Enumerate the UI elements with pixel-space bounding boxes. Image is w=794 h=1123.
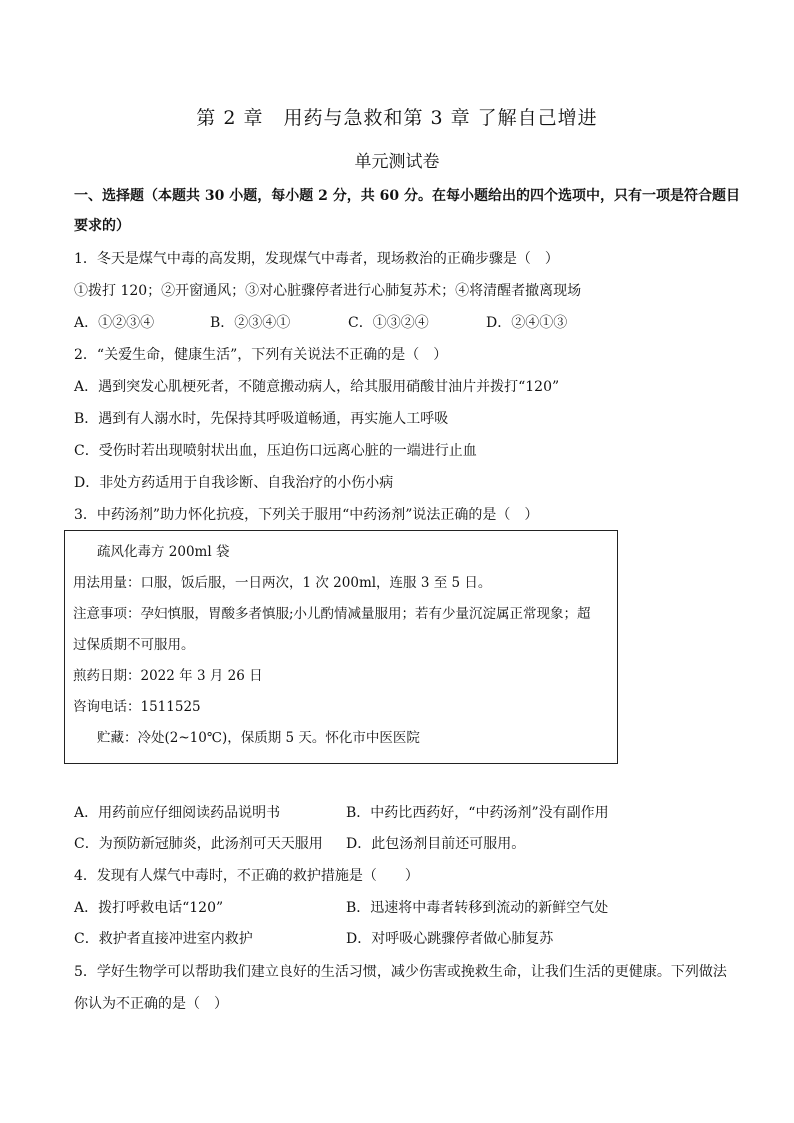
q1-option-a: A．①②③④: [74, 315, 155, 331]
medicine-date: 煎药日期：2022 年 3 月 26 日: [73, 668, 263, 684]
q1-option-d: D．②④①③: [486, 315, 568, 331]
q1-option-c: C．①③②④: [348, 315, 429, 331]
q2-option-d: D．非处方药适用于自我诊断、自我治疗的小伤小病: [74, 475, 394, 491]
medicine-storage: 贮藏：冷处(2~10℃)，保质期 5 天。怀化市中医医院: [97, 730, 420, 746]
q4-stem: 4．发现有人煤气中毒时，不正确的救护措施是（ ）: [74, 868, 419, 884]
q2-option-b: B．遇到有人溺水时，先保持其呼吸道畅通，再实施人工呼吸: [74, 411, 449, 427]
q3-option-a: A．用药前应仔细阅读药品说明书: [74, 805, 281, 821]
medicine-label-box: [64, 530, 618, 764]
q3-option-c: C．为预防新冠肺炎，此汤剂可天天服用: [74, 836, 323, 852]
q2-option-a: A．遇到突发心肌梗死者，不随意搬动病人，给其服用硝酸甘油片并拨打“120”: [74, 379, 560, 395]
q3-option-d: D．此包汤剂目前还可服用。: [346, 836, 526, 852]
q4-option-a: A．拨打呼救电话“120”: [74, 900, 224, 916]
q1-stem: 1．冬天是煤气中毒的高发期，发现煤气中毒者，现场救治的正确步骤是（ ）: [74, 251, 559, 267]
q2-option-c: C．受伤时若出现喷射状出血，压迫伤口远离心脏的一端进行止血: [74, 443, 477, 459]
medicine-usage: 用法用量：口服，饭后服，一日两次，1 次 200ml，连服 3 至 5 日。: [73, 575, 492, 591]
q4-option-d: D．对呼吸心跳骤停者做心肺复苏: [346, 931, 554, 947]
section-heading-line1: 一、选择题（本题共 30 小题，每小题 2 分，共 60 分。在每小题给出的四个选项中，只有一项是符合题目: [74, 188, 740, 204]
q3-option-b: B．中药比西药好，“中药汤剂”没有副作用: [346, 805, 609, 821]
medicine-caution-line2: 过保质期不可服用。: [73, 637, 195, 653]
q4-option-c: C．救护者直接冲进室内救护: [74, 931, 253, 947]
q5-stem-line2: 你认为不正确的是（ ）: [74, 996, 228, 1012]
medicine-phone: 咨询电话：1511525: [73, 699, 201, 715]
q1-steps: ①拨打 120；②开窗通风；③对心脏骤停者进行心肺复苏术；④将清醒者撤离现场: [74, 283, 582, 299]
section-heading-line2: 要求的）: [74, 218, 130, 234]
q3-stem: 3．中药汤剂”助力怀化抗疫，下列关于服用“中药汤剂”说法正确的是（ ）: [74, 507, 539, 523]
medicine-caution-line1: 注意事项：孕妇慎服，胃酸多者慎服;小儿酌情减量服用；若有少量沉淀属正常现象；超: [73, 606, 591, 622]
medicine-name: 疏风化毒方 200ml 袋: [97, 544, 230, 560]
page-title: 第 2 章 用药与急救和第 3 章 了解自己增进: [196, 107, 598, 129]
page-subtitle: 单元测试卷: [354, 152, 440, 172]
q4-option-b: B．迅速将中毒者转移到流动的新鲜空气处: [346, 900, 609, 916]
q5-stem-line1: 5．学好生物学可以帮助我们建立良好的生活习惯，减少伤害或挽救生命，让我们生活的更健康。下列做法: [74, 964, 727, 980]
q1-option-b: B．②③④①: [210, 315, 291, 331]
q2-stem: 2．“关爱生命，健康生活”，下列有关说法不正确的是（ ）: [74, 347, 448, 363]
